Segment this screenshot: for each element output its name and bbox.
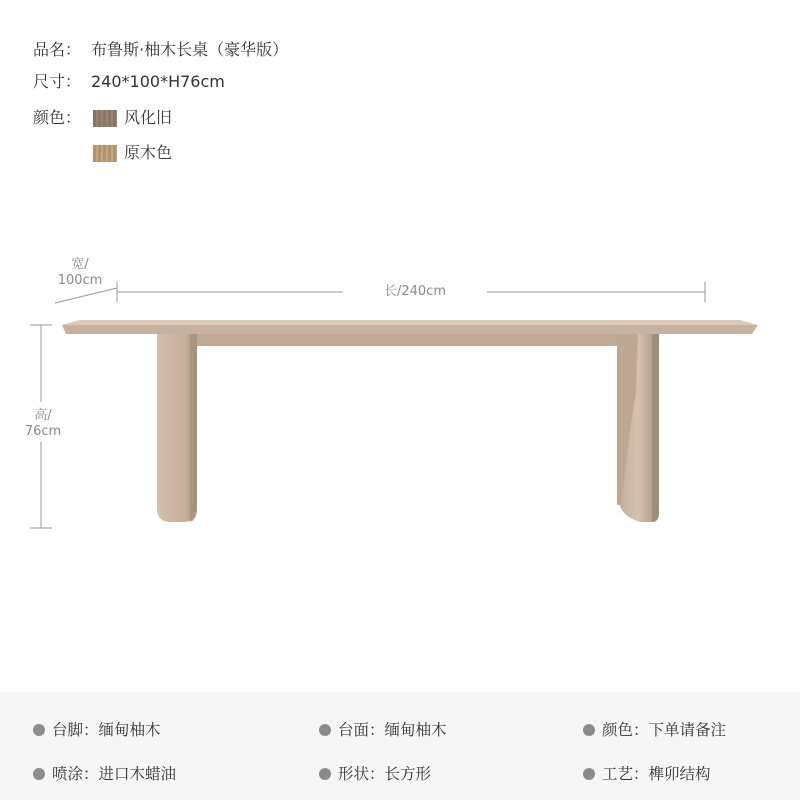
color-option-weathered[interactable]: 风化旧 <box>124 108 173 127</box>
spec-item-leg <box>33 720 161 740</box>
spec-value: 下单请备注 <box>648 721 727 739</box>
spec-item-finish <box>33 764 176 784</box>
spec-label: 颜色： <box>602 721 649 739</box>
spec-label: 台面： <box>338 721 385 739</box>
color-option-natural[interactable]: 原木色 <box>124 143 173 162</box>
bullet-icon <box>33 768 45 780</box>
bullet-icon <box>33 724 45 736</box>
spec-label: 工艺： <box>602 765 649 783</box>
bullet-icon <box>583 724 595 736</box>
spec-item-color <box>583 720 726 740</box>
product-color-label: 颜色： <box>33 108 82 127</box>
spec-item-shape <box>319 764 431 784</box>
spec-value: 缅甸柚木 <box>384 721 447 739</box>
height-dimension-line1: 高/ <box>34 408 52 423</box>
table-leg-left <box>157 334 197 522</box>
bullet-icon <box>583 768 595 780</box>
width-dimension-line <box>55 288 117 303</box>
dimension-lines <box>30 282 705 528</box>
spec-value: 缅甸柚木 <box>98 721 161 739</box>
product-name-value: 布鲁斯·柚木长桌（豪华版） <box>91 40 289 59</box>
spec-label: 形状： <box>338 765 385 783</box>
spec-value: 进口木蜡油 <box>98 765 177 783</box>
spec-value: 榫卯结构 <box>648 765 711 783</box>
product-size-label: 尺寸： <box>33 72 82 91</box>
spec-item-top <box>319 720 447 740</box>
width-dimension-line2: 100cm <box>57 273 103 288</box>
length-dimension-label: 长/240cm <box>383 284 446 299</box>
spec-label: 喷涂： <box>52 765 99 783</box>
bullet-icon <box>319 724 331 736</box>
height-dimension-line2: 76cm <box>24 424 62 439</box>
table-leg-right <box>617 334 659 522</box>
product-name-label: 品名： <box>33 40 82 59</box>
spec-item-craft <box>583 764 711 784</box>
product-size-value: 240*100*H76cm <box>91 72 225 91</box>
bullet-icon <box>319 768 331 780</box>
width-dimension-line1: 宽/ <box>71 257 89 272</box>
spec-label: 台脚： <box>52 721 99 739</box>
spec-value: 长方形 <box>384 765 432 783</box>
